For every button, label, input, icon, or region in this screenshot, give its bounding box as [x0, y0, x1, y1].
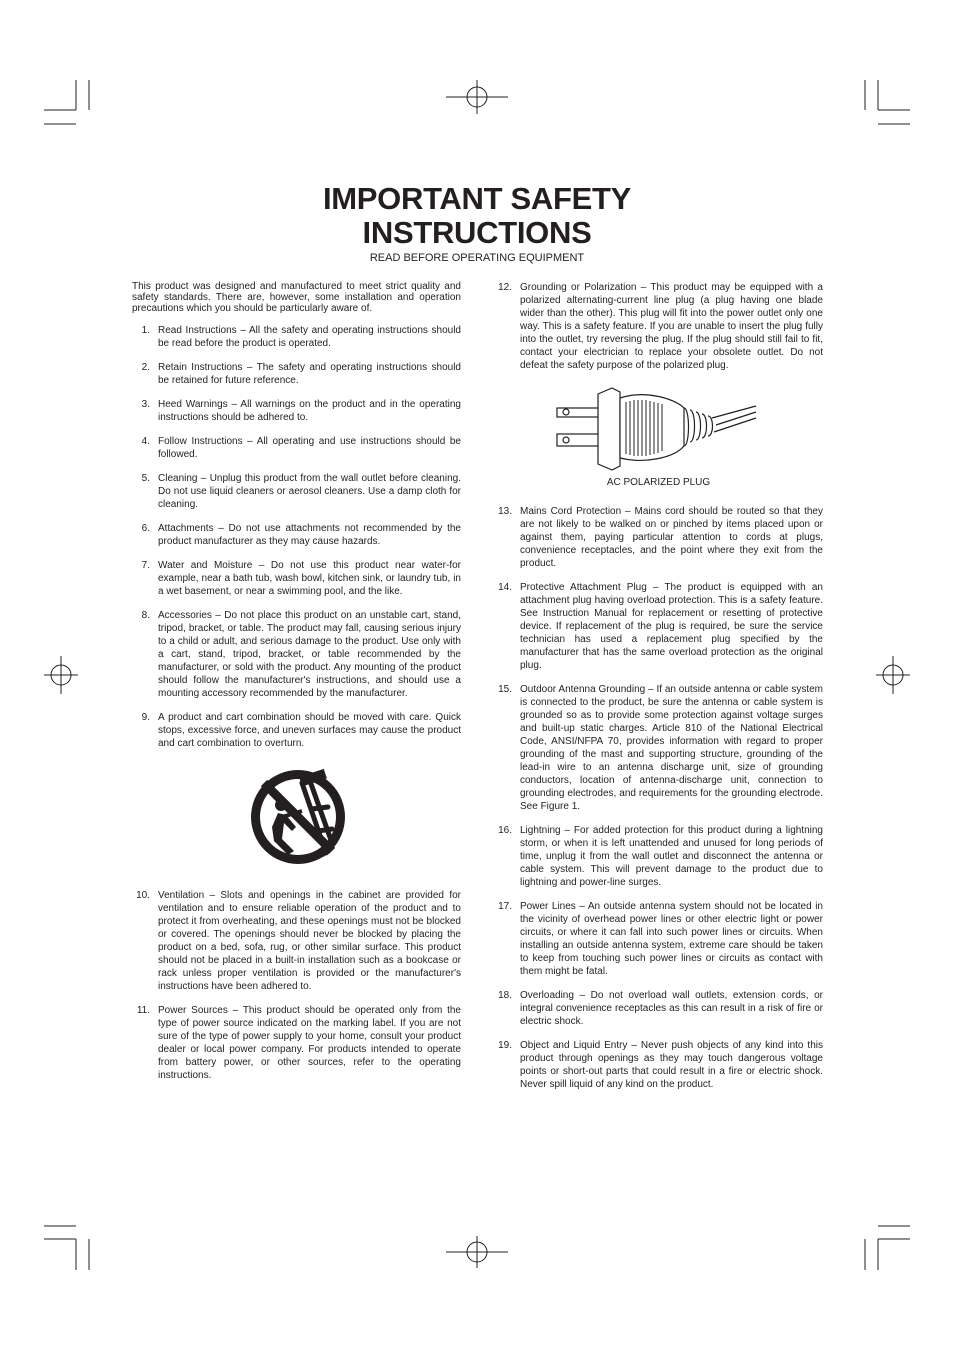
instruction-text: A product and cart combination should be moved with care. Quick stops, excessive force, and uneven surfaces may cause the product and cart combination to overturn. [158, 712, 461, 749]
instruction-item [132, 472, 461, 511]
instruction-text: Grounding or Polarization – This product may be equipped with a polarized alternating-current line plug (a plug having one blade wider than the other). This plug will fit into the power outlet only one way. This is a safety feature. If you are unable to insert the plug fully into the outlet, try reversing the plug. If the plug should still fail to fit, contact your electrician to replace your obsolete outlet. Do not defeat the safety purpose of the polarized plug. [520, 282, 823, 371]
instruction-item [494, 900, 823, 978]
instruction-text: Cleaning – Unplug this product from the wall outlet before cleaning. Do not use liquid cleaners or aerosol cleaners. Use a damp cloth for cleaning. [158, 473, 461, 510]
instruction-number: 12. [498, 282, 512, 293]
instruction-number: 9. [141, 712, 150, 723]
instruction-number: 17. [498, 901, 512, 912]
instruction-item [132, 522, 461, 548]
instruction-text: Water and Moisture – Do not use this product near water-for example, near a bath tub, wash bowl, kitchen sink, or laundry tub, in a wet basement, or near a swimming pool, and the like. [158, 560, 461, 597]
instruction-text: Object and Liquid Entry – Never push objects of any kind into this product through openings as they may touch dangerous voltage points or short-out parts that could result in a fire or electric shock. Never spill liquid of any kind on the product. [520, 1040, 823, 1090]
instruction-number: 10. [136, 890, 150, 901]
instruction-number: 3. [141, 399, 150, 410]
instruction-item [494, 683, 823, 813]
instruction-number: 16. [498, 825, 512, 836]
instruction-number: 13. [498, 506, 512, 517]
plug-caption: AC POLARIZED PLUG [606, 477, 711, 488]
instruction-number: 1. [141, 325, 150, 336]
title-line-2: INSTRUCTIONS [362, 215, 592, 250]
instruction-text: Retain Instructions – The safety and operating instructions should be retained for future reference. [158, 362, 461, 386]
instruction-number: 14. [498, 582, 512, 593]
instruction-list-right-2 [494, 505, 823, 1091]
instruction-text: Lightning – For added protection for this product during a lightning storm, or when it is left unattended and unused for long periods of time, unplug it from the wall outlet and disconnect the antenna or cable system. This will prevent damage to the product due to lightning and power-line surges. [520, 825, 823, 888]
intro-paragraph: This product was designed and manufactured to meet strict quality and safety standards. There are, however, some installation and operation precautions which you should be particularly aware of. [132, 281, 461, 314]
instruction-item [132, 398, 461, 424]
right-column [494, 281, 823, 1102]
title-line-1: IMPORTANT SAFETY [322, 181, 632, 216]
instruction-item [494, 824, 823, 889]
instruction-item [132, 711, 461, 750]
instruction-text: Mains Cord Protection – Mains cord should be routed so that they are not likely to be walked on or pinched by items placed upon or against them, paying particular attention to cords at plugs, convenience receptacles, and the point where they exit from the product. [520, 506, 823, 569]
instruction-number: 6. [141, 523, 150, 534]
instruction-text: Power Sources – This product should be operated only from the type of power source indicated on the marking label. If you are not sure of the type of power supply to your home, consult your product dealer or local power company. For products intended to operate from battery power, or other sources, refer to the operating instructions. [158, 1005, 461, 1081]
instruction-item [132, 559, 461, 598]
instruction-list-left [132, 324, 461, 750]
plug-figure [494, 384, 823, 492]
instruction-number: 19. [498, 1040, 512, 1051]
instruction-text: Ventilation – Slots and openings in the cabinet are provided for ventilation and to ensure reliable operation of the product and to protect it from overheating, and these openings must not be blocked or covered. The openings should never be blocked by placing the product on a bed, sofa, rug, or other similar surface. This product should not be placed in a built-in installation such as a bookcase or rack unless proper ventilation is provided or the manufacturer's instructions have been adhered to. [158, 890, 461, 992]
instruction-item [494, 505, 823, 570]
instruction-item [132, 324, 461, 350]
instruction-item [494, 1039, 823, 1091]
left-column [132, 281, 461, 1093]
instruction-text: Protective Attachment Plug – The product is equipped with an attachment plug having overload protection. This is a safety feature. See Instruction Manual for replacement or resetting of protective device. If replacement of the plug is required, be sure the service technician has used a replacement plug specified by the manufacturer that has the same overload protection as the original plug. [520, 582, 823, 671]
instruction-text: Read Instructions – All the safety and operating instructions should be read before the product is operated. [158, 325, 461, 349]
instruction-number: 18. [498, 990, 512, 1001]
page-subtitle: READ BEFORE OPERATING EQUIPMENT [369, 252, 585, 264]
cart-warning-figure [132, 761, 461, 873]
instruction-list-right [494, 281, 823, 372]
instruction-number: 15. [498, 684, 512, 695]
instruction-number: 4. [141, 436, 150, 447]
instruction-item [132, 361, 461, 387]
instruction-number: 7. [141, 560, 150, 571]
instruction-text: Accessories – Do not place this product on an unstable cart, stand, tripod, bracket, or table. The product may fall, causing serious injury to a child or adult, and serious damage to the product. Use only with a cart, stand, tripod, bracket, or table recommended by the manufacturer, or sold with the product. Any mounting of the product should follow the manufacturer's instructions, and should use a mounting accessory recommended by the manufacturer. [158, 610, 461, 699]
instruction-number: 5. [141, 473, 150, 484]
instruction-text: Attachments – Do not use attachments not recommended by the product manufacturer as they may cause hazards. [158, 523, 461, 547]
instruction-number: 11. [136, 1005, 150, 1016]
instruction-text: Power Lines – An outside antenna system should not be located in the vicinity of overhead power lines or other electric light or power circuits, or where it can fall into such power lines or circuits. When installing an outside antenna system, extreme care should be taken to keep from touching such power lines or circuits as contact with them might be fatal. [520, 901, 823, 977]
instruction-text: Outdoor Antenna Grounding – If an outside antenna or cable system is connected to the product, be sure the antenna or cable system is grounded so as to provide some protection against voltage surges and built-up static charges. Article 810 of the National Electrical Code, ANSI/NFPA 70, provides information with regard to proper grounding of the mast and supporting structure, grounding of the lead-in wire to an antenna discharge unit, size of grounding conductors, location of antenna-discharge unit, connection to grounding electrodes, and requirements for the grounding electrode. See Figure 1. [520, 684, 823, 812]
instruction-item [494, 989, 823, 1028]
instruction-number: 8. [141, 610, 150, 621]
instruction-item [132, 889, 461, 993]
instruction-text: Heed Warnings – All warnings on the product and in the operating instructions should be adhered to. [158, 399, 461, 423]
page-title [0, 182, 954, 250]
instruction-text: Follow Instructions – All operating and use instructions should be followed. [158, 436, 461, 460]
instruction-number: 2. [141, 362, 150, 373]
polarized-plug-icon [494, 384, 823, 474]
instruction-text: Overloading – Do not overload wall outlets, extension cords, or integral convenience receptacles as this can result in a risk of fire or electric shock. [520, 990, 823, 1027]
instruction-item [132, 435, 461, 461]
cart-tip-over-warning-icon [132, 761, 461, 873]
instruction-item [494, 281, 823, 372]
instruction-item [132, 609, 461, 700]
instruction-list-left-2 [132, 889, 461, 1082]
instruction-item [132, 1004, 461, 1082]
instruction-item [494, 581, 823, 672]
